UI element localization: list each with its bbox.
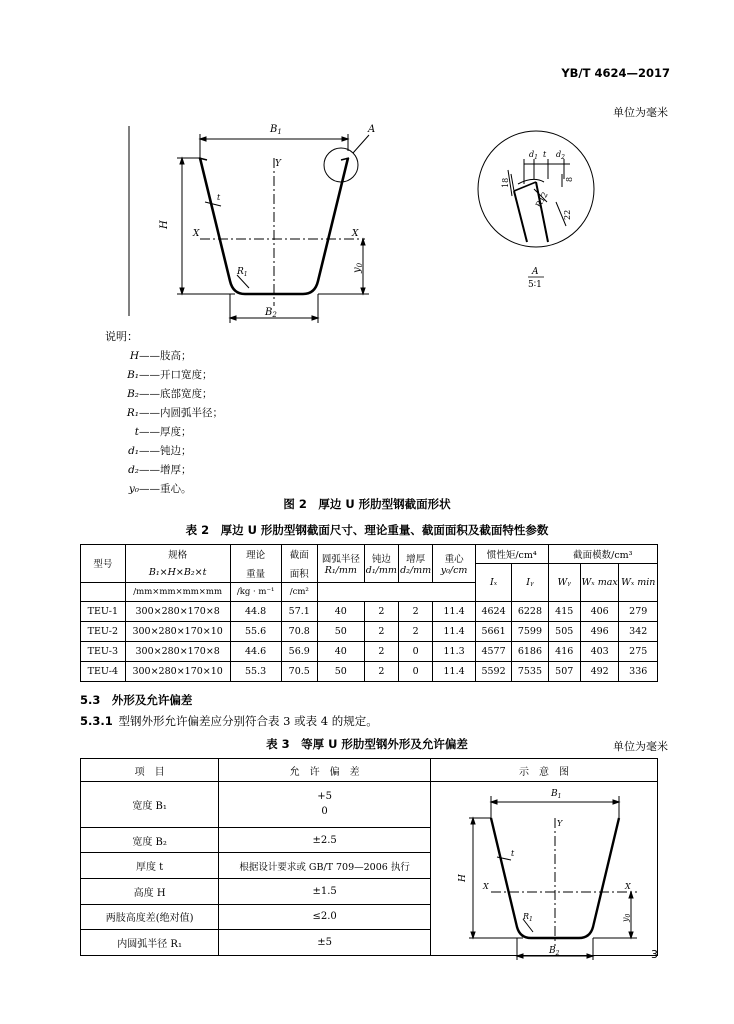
h-label: H <box>159 220 170 229</box>
section-heading: 5.3 外形及允许偏差 <box>80 693 193 707</box>
table-cell: 厚度 t <box>81 853 219 879</box>
table3-header-tolerance: 允 许 偏 差 <box>219 759 431 782</box>
legend-item: d₁——钝边； <box>128 445 192 457</box>
detail-callout-label: A <box>532 267 539 277</box>
table3-unit-note: 单位为毫米 <box>613 740 668 753</box>
table-cell: 2 <box>398 601 432 621</box>
detail-d1-label: $d_1$ <box>529 150 538 161</box>
b2-label: $B_2$ <box>265 307 277 319</box>
table-cell: 50 <box>317 661 364 681</box>
table-cell: 高度 H <box>81 879 219 905</box>
detail-scale-label: 5∶1 <box>528 280 542 290</box>
table-cell: 336 <box>619 661 658 681</box>
table2-header-spec-formula: B₁×H×B₂×t <box>125 564 230 583</box>
legend-list <box>105 347 223 499</box>
table-cell: 416 <box>548 641 580 661</box>
table-cell: 0 <box>398 661 432 681</box>
table-cell: 40 <box>317 601 364 621</box>
detail-dim-18: 18 <box>501 177 510 188</box>
table-cell: 507 <box>548 661 580 681</box>
table-row <box>81 661 658 681</box>
t3-h-label: H <box>457 874 468 882</box>
table2-header-model: 型号 <box>81 545 126 583</box>
unit-note: 单位为毫米 <box>613 106 668 119</box>
legend-item: y₀——重心。 <box>128 483 192 495</box>
table2-header-area2: 面积 <box>281 564 317 583</box>
table2-header-spec: 规格 <box>125 545 230 564</box>
table2-header-area: 截面 <box>281 545 317 564</box>
t3-t-label: t <box>510 849 515 858</box>
table-cell: 403 <box>580 641 619 661</box>
x-axis-label-right: X <box>352 229 359 239</box>
table2-header-weight2: 重量 <box>230 564 281 583</box>
table2 <box>80 544 658 682</box>
table2-header-inertia: 惯性矩/cm⁴ <box>475 545 548 564</box>
table2-header-modulus: 截面模数/cm³ <box>548 545 657 564</box>
u-rib-equal-thickness-drawing <box>431 782 657 957</box>
table-cell: 300×280×170×8 <box>125 601 230 621</box>
table2-header-arc: 圆弧半径 R₁/mm <box>317 545 364 583</box>
table-cell: 300×280×170×10 <box>125 621 230 641</box>
table-cell: TEU-3 <box>81 641 126 661</box>
legend-item: B₂——底部宽度； <box>127 388 213 400</box>
table-cell: 4577 <box>475 641 511 661</box>
table-cell: 55.3 <box>230 661 281 681</box>
callout-a-label: A <box>368 124 376 135</box>
table-cell: 300×280×170×10 <box>125 661 230 681</box>
t3-b2-label: $B_2$ <box>548 946 560 957</box>
table-cell: ≤2.0 <box>219 904 431 930</box>
table-cell: 492 <box>580 661 619 681</box>
table-cell: 406 <box>580 601 619 621</box>
table-cell: 55.6 <box>230 621 281 641</box>
table-cell: 0 <box>398 641 432 661</box>
legend-item: t——厚度； <box>134 426 192 438</box>
table-cell: 7599 <box>512 621 548 641</box>
table2-header-thick: 增厚 d₂/mm <box>398 545 432 583</box>
section-clause: 5.3.1 型钢外形允许偏差应分别符合表 3 或表 4 的规定。 <box>80 714 378 728</box>
table2-header-wxmax: Wₓ max <box>580 564 619 602</box>
table-cell: 5592 <box>475 661 511 681</box>
page-number: 3 <box>651 948 658 961</box>
table-cell: TEU-2 <box>81 621 126 641</box>
table2-header-ix: Iₓ <box>475 564 511 602</box>
table-cell: 300×280×170×8 <box>125 641 230 661</box>
table-cell: 70.8 <box>281 621 317 641</box>
table-row <box>81 621 658 641</box>
figure-caption: 图 2 厚边 U 形肋型钢截面形状 <box>283 497 451 511</box>
table2-header-iy: Iᵧ <box>512 564 548 602</box>
t3-x-axis-label-left: X <box>482 882 489 891</box>
table3-caption: 表 3 等厚 U 形肋型钢外形及允许偏差 <box>266 737 468 751</box>
table-cell: 496 <box>580 621 619 641</box>
table-cell: TEU-4 <box>81 661 126 681</box>
table-cell: 11.4 <box>433 661 476 681</box>
table-cell: 11.4 <box>433 621 476 641</box>
table-cell: 50 <box>317 621 364 641</box>
legend-item: H——肢高； <box>129 350 192 362</box>
table-row <box>81 641 658 661</box>
detail-t-label: t <box>543 150 547 159</box>
table3 <box>80 758 658 956</box>
table-cell: 2 <box>364 601 398 621</box>
table-cell: ±2.5 <box>219 827 431 853</box>
detail-dim-8: 8 <box>565 176 574 182</box>
table-row <box>81 782 658 828</box>
table-cell: 11.3 <box>433 641 476 661</box>
y0-label: $y_0$ <box>352 262 364 273</box>
table2-caption: 表 2 厚边 U 形肋型钢截面尺寸、理论重量、截面面积及截面特性参数 <box>185 523 549 537</box>
table-cell: 70.5 <box>281 661 317 681</box>
table-cell: 2 <box>364 621 398 641</box>
table-cell: ±5 <box>219 930 431 956</box>
table-cell: TEU-1 <box>81 601 126 621</box>
legend-item: B₁——开口宽度； <box>127 369 213 381</box>
t3-x-axis-label-right: X <box>624 882 631 891</box>
t3-y-axis-label: Y <box>556 819 563 828</box>
t-label: t <box>217 193 221 202</box>
table-cell: 2 <box>398 621 432 641</box>
r1-label: $R_1$ <box>237 267 248 278</box>
legend-title: 说明： <box>105 330 138 343</box>
standard-code: YB/T 4624—2017 <box>561 66 670 80</box>
table-cell: 415 <box>548 601 580 621</box>
table-row <box>81 601 658 621</box>
table-cell: 7535 <box>512 661 548 681</box>
table-cell: 11.4 <box>433 601 476 621</box>
table-cell: 275 <box>619 641 658 661</box>
table-cell: 2 <box>364 661 398 681</box>
table2-header-area-unit: /cm² <box>281 582 317 601</box>
table-cell: 宽度 B₁ <box>81 782 219 828</box>
b1-label: $B_1$ <box>270 124 282 136</box>
table3-header-diagram: 示 意 图 <box>430 759 657 782</box>
table-cell: 57.1 <box>281 601 317 621</box>
t3-y0-label: $y_0$ <box>620 913 632 922</box>
table-cell: +5 0 <box>219 782 431 828</box>
detail-r12-label: R12 <box>533 190 550 209</box>
table3-header-item: 项 目 <box>81 759 219 782</box>
table-cell: 40 <box>317 641 364 661</box>
table2-header-cg: 重心 y₀/cm <box>433 545 476 583</box>
u-rib-section-drawing <box>125 118 405 328</box>
table2-header-model-blank <box>81 582 126 601</box>
detail-a-drawing <box>478 124 618 289</box>
x-axis-label-left: X <box>193 229 200 239</box>
y-axis-label: Y <box>275 159 281 169</box>
table-cell: 6228 <box>512 601 548 621</box>
table2-header-weight: 理论 <box>230 545 281 564</box>
table-cell: 5661 <box>475 621 511 641</box>
table2-header-wxmin: Wₓ min <box>619 564 658 602</box>
table-cell: 44.8 <box>230 601 281 621</box>
table-cell: 4624 <box>475 601 511 621</box>
table-cell: 2 <box>364 641 398 661</box>
table2-header-spacer <box>317 582 475 601</box>
detail-dim-22: 22 <box>563 209 572 220</box>
table-cell: 6186 <box>512 641 548 661</box>
t3-b1-label: $B_1$ <box>550 789 562 800</box>
table3-diagram-cell <box>430 782 657 956</box>
table-cell: 内圆弧半径 R₁ <box>81 930 219 956</box>
table-cell: 两肢高度差(绝对值) <box>81 904 219 930</box>
table-cell: 宽度 B₂ <box>81 827 219 853</box>
table2-header-wy: Wᵧ <box>548 564 580 602</box>
table-cell: 44.6 <box>230 641 281 661</box>
table-cell: 342 <box>619 621 658 641</box>
table-cell: 505 <box>548 621 580 641</box>
table-cell: ±1.5 <box>219 879 431 905</box>
t3-r1-label: $R_1$ <box>522 912 533 923</box>
table-cell: 279 <box>619 601 658 621</box>
legend-item: d₂——增厚； <box>128 464 192 476</box>
table2-header-weight-unit: /kg · m⁻¹ <box>230 582 281 601</box>
table-cell: 56.9 <box>281 641 317 661</box>
legend-item: R₁——内圆弧半径； <box>126 407 223 419</box>
table2-header-blunt: 钝边 d₁/mm <box>364 545 398 583</box>
table2-header-spec-unit: /mm×mm×mm×mm <box>125 582 230 601</box>
table-cell: 根据设计要求或 GB/T 709—2006 执行 <box>219 853 431 879</box>
detail-d2-label: $d_2$ <box>556 150 565 161</box>
